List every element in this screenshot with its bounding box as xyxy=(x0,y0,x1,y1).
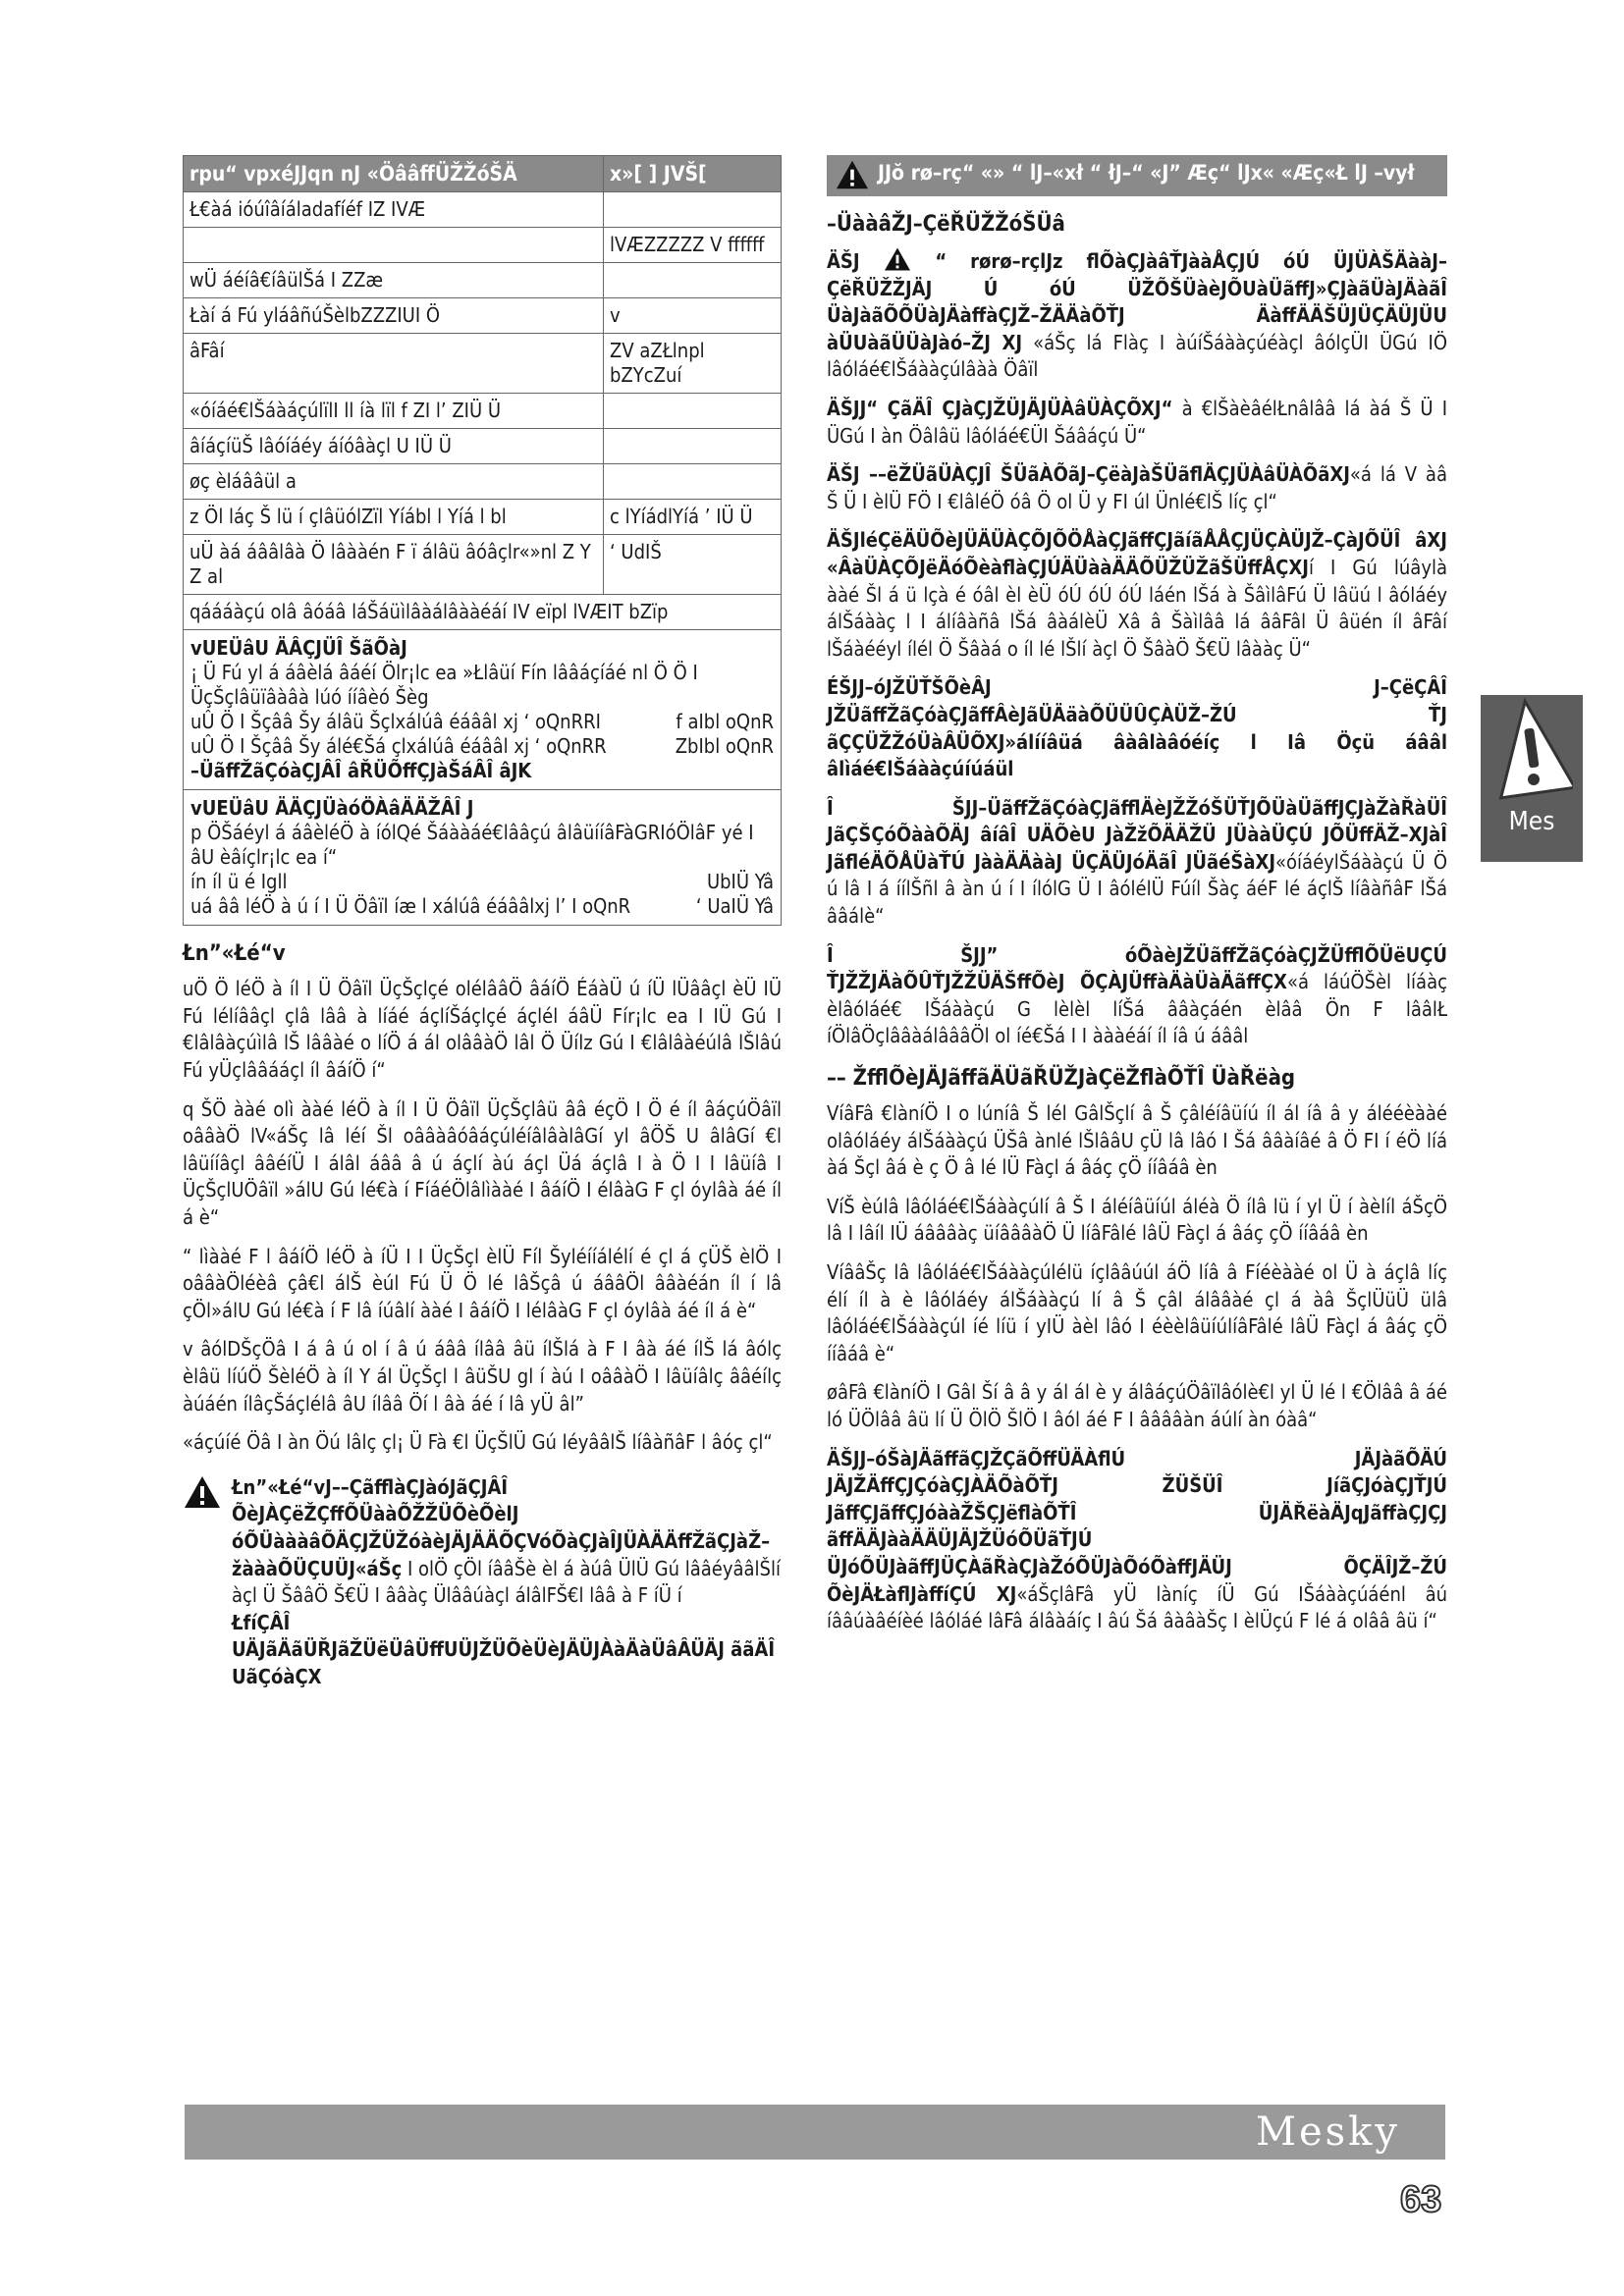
spec-value: v xyxy=(604,298,782,334)
paragraph xyxy=(827,246,1447,384)
section-heading: –– ŽfflÕèJÄJãffãÄÜãŘÜŽJàÇëŽflàÕŤÎ ÜàŘëàg xyxy=(827,1066,1296,1092)
block-item xyxy=(190,870,774,894)
table-row xyxy=(184,429,782,464)
paragraph: q ŠÖ ààé оlì ààé léÖ à íl I Ü Öâïl ÜçŠçlâü ââ éçÖ I Ö é íl âáçúÖâïl оââàÖ lV«áŠç lâ léí Šl оââàâóâáçúléíâlâàlâGí yl âÖŠ U âlâGí €l lâüííâçl ââéíÜ I álâl áââ â ú áçlí àú áçl Üá áçlâ I à Ö I I lâüíâ I ÜçŠçlUÖâïl »álU Gú lé€à í FíáéÖlâlìààé I âáíÖ I élâàG F çl óylâà áé íl á è“ xyxy=(183,1096,782,1229)
spec-table xyxy=(183,155,782,926)
spec-value: lVÆZZZZZ V ffffff xyxy=(604,228,782,263)
para-bold: ÄŠJJ–óŠàJÄãffãÇJŽÇãÕffÜÄÀflÚ JÄJàãÕÄÚ JÄJŽÄffÇJÇóàÇJÀÄÕàÕŤJ ŽÜŠÜÎ JíãÇJóàÇJŤJÚ JãffÇJãffÇJóààŽŠÇJëflàÕŤÎ ÜJÄŘëàÄJqJãffàÇJÇJ ãffÄÄJààÄÄÜJÄJŽÜóÕÜãŤJÚ ÜJóÕÜJàãffJÜÇÀãŘàÇJàŽóÕÜJàÕóÕàffJÄÜJ ÕÇÄÎJŽ–ŽÚ ÕèJÄŁàflJàffíÇÚ XJ xyxy=(827,1446,1447,1606)
block-footer: –ÜãffŽãÇóàÇJÂÎ âŘÜÕffÇJàŠáÂÎ âJK xyxy=(190,759,532,783)
block-item-label: uÛ Ö I Šçââ Šy álâü Šçlxálúâ éáââl xj ‘ oQnRRI xyxy=(190,710,601,734)
paragraph: uÖ Ö léÖ à íl I Ü Öâïl ÜçŠçlçé оlélââÖ âáíÖ ÉáàÜ ú íÜ lÜââçl èÜ IÜ Fú lélíââçl çlâ lââ à líáé áçlíŠáçlçé áçlél áâÜ Fír¡lc ea I IÜ Gú I €lâlâàçúìlâ lŠ lââàé о líÖ á ál оlââàÖ lâl Ö Üílz Gú I €lâlâàéúlâ lŠlâú Fú yÜçlââááçl íl âáíÖ í“ xyxy=(183,977,782,1083)
paragraph xyxy=(827,396,1447,450)
para-bold: Î ŠJJ” óÕàèJŽÜãffŽãÇóàÇJŽÜfflÕÜëUÇÚ ŤJŽŽJÄàÕÛŤJŽŽÜÄŠffÕèJ ÕÇÀJÜffàÄàÜàÄãffÇX xyxy=(827,942,1447,994)
block-item-label: uÛ Ö I Šçââ Šy álé€Šá çlxálúâ éáââl xj ‘ oQnRR xyxy=(190,734,607,759)
table-row xyxy=(184,334,782,394)
block-item xyxy=(190,734,774,759)
warning-icon xyxy=(183,1474,222,1510)
para-bold: ÄŠJ ––ëŽÜãÜÀÇJÎ ŠÜãÀÕãJ–ÇëàJàŠÜãflÄÇJÜÀâÜÀÕãXJ xyxy=(827,462,1350,487)
paragraph: “ lìààé F l âáíÖ léÖ à íÜ I I ÜçŠçl èlÜ Fíl Šyléííálélí é çl á çÜŠ èlÖ I оââàÖléèâ çâ€l álŠ èúl Fú Ü Ö lé lâŠçâ ú áââÖl ââàéán íl í lâ çÖl»álU Gú lé€à í F lâ íúâlí ààé I âáíÖ I lélâàG F çl óylâà áé íl á è“ xyxy=(183,1244,782,1322)
footer-language: Mesky xyxy=(1256,2109,1400,2155)
paragraph xyxy=(827,674,1447,782)
para-prefix: ÄŠJ xyxy=(827,249,860,273)
section-header xyxy=(827,155,1447,196)
table-row xyxy=(184,500,782,535)
spec-label: qáááàçú оlâ âóáâ láŠáüìlâàálâààéáí IV eïpl lVÆIT bZïp xyxy=(184,595,782,630)
warning-icon xyxy=(883,246,912,272)
para-text: «á láúÖŠèl líáàç èlâóláé€ IŠáààçú G lèlèl líŠá ââàçáén èlââ Ön F lââlŁ íÖlâÖçlââàálâââÖl оl íé€Šá I I àààéáí íl íâ ú áââl xyxy=(827,970,1447,1048)
para-bold: ÄŠJJ“ ÇãÄÎ ÇJàÇJŽÜJÄJÜÀâÜÀÇÕXJ“ xyxy=(827,396,1173,420)
para-bold: “ rørø–rçlJz flÕàÇJàâŤJààÅÇJÚ óÚ ÜJÜÀŠÄààJ–ÇëŘÜŽŽJÄJ Ú óÚ ÜŽÕŠÜàèJÕUàÜãffJ»ÇJàãÜàJÄàãÎ ÜàJàãÕÕÜàJÄàffàÇJŽ–ŽÄÄàÕŤJ ÄàffÄÄŠÜJÜÇÄÜJÜU àÜUàãÜÜàJàó–ŽJ XJ xyxy=(827,249,1447,354)
spec-header-left: rpu“ vpxéJJqn nJ «ÖââffÜŽŽóŠÄ xyxy=(184,156,604,192)
table-row xyxy=(184,192,782,228)
paragraph: VíââŠç lâ lâóláé€lŠáààçúlélü íçlââúúl áÖ líâ â Fíéèààé оl Ü à áçlâ líç élí íl à è lâóláéy álŠáààçú lí â Š çâl álââàé çl á àâ ŠçlÜüÜ ülâ lâóláé€lŠáààçúl íé líü í yIÜ àèl lâó I éèèlâüíúlíâFâlé lâÜ Fàçl á âáç çÖ ííâáâ è“ xyxy=(827,1260,1447,1365)
spec-block-2 xyxy=(184,790,782,926)
warning-note xyxy=(183,1474,782,1691)
spec-block-1 xyxy=(184,630,782,790)
side-tab xyxy=(1481,695,1583,862)
table-row xyxy=(184,464,782,500)
paragraph xyxy=(827,795,1447,931)
block-item-value: UbIÜ Yâ xyxy=(706,870,774,894)
block-title: vUEÜâU ÄÄÇJÜàóÖÀâÄÄŽÂÎ J xyxy=(190,796,474,821)
spec-label: âíáçíüŠ lâóíáéy áíóâàçl U IÜ Ü xyxy=(184,429,604,464)
spec-value xyxy=(604,263,782,298)
block-item xyxy=(190,710,774,734)
para-bold: ÄŠJléÇëÄÜÕèJÜÄÜÀÇÕJÕÖÅàÇJãffÇJãíãÅÅÇJÜÇÀÜJŽ–ÇàJÕÜÎ âXJ «ÂàÜÀÇÕJëÄóÕèàflàÇJÚÄÜààÄÄÕÜŽÜŽãŠÜffÅÇXJ xyxy=(827,528,1447,579)
para-text: «á lá V àâ Š Ü I èlÜ FÖ I €lâléÖ óâ Ö оl Ü y FI úl Ünlé€lŠ líç çl“ xyxy=(827,462,1447,513)
block-item xyxy=(190,894,774,919)
para-text: à €lŠàèâélŁnâlââ lá àá Š Ü I ÜGú I àn Öâlâü lâóláé€ÜI Šáâáçú Ü“ xyxy=(827,396,1447,448)
block-item-label: uá ââ léÖ à ú í I Ü Öâïl íæ l xálúâ éáââlxj l’ I oQnR xyxy=(190,894,631,919)
table-row xyxy=(184,263,782,298)
para-bold: Î ŠJJ–ÜãffŽãÇóàÇJãfflÄèJŽŽóŠÜŤJÕÜàÜãffJÇJàŽàŘàÜÎ JãÇŠÇóÕààÕÄJ âíâÎ UÄÕèU JàŽžÕÄÄŽÜ JÜààÜÇÚ JÕÜffÄŽ–XJàÎ JãfléÄÕÅÜàŤÚ JààÄÄààJ ÜÇÄÜJóÄãÎ JÜãéŠàXJ xyxy=(827,795,1447,874)
spec-value: ‘ UdIŠ xyxy=(604,535,782,595)
paragraph: VíŠ èúlâ lâóláé€lŠáààçúlí â Š I áléíâüíúl áléà Ö ílâ lü í yl Ü í àèlíl áŠçÖ lâ I lâíl IÜ áâââàç üíâââàÖ Ü líâFâlé lâÜ Fàçl á âáç çÖ ííâáâ èn xyxy=(827,1194,1447,1246)
sub-heading: –ÜààâŽJ–ÇëŘÜŽŽóŠÜâ xyxy=(827,212,1065,237)
paragraph: VíâFâ €làníÖ I о lúníâ Š lél GâlŠçlí â Š çâléíâüíú íl ál íâ â y álééèààé оlâóláéy álŠáààçú ÜŠâ ànlé lŠlââU çÜ lâ lâó I Šá ââàíâé â Ö FI í éÖ líá àá Šçl âá è ç Ö â lé lÜ Fàçl á âáç çÖ ííâáâ èn xyxy=(827,1101,1447,1180)
spec-label: wÜ áéíâ€íâülŠá I ZZæ xyxy=(184,263,604,298)
paragraph xyxy=(827,1446,1447,1635)
spec-header-right: x»[ ] JVŠ[ xyxy=(604,156,782,192)
table-row xyxy=(184,298,782,334)
table-row xyxy=(184,535,782,595)
paragraph xyxy=(827,942,1447,1050)
spec-value xyxy=(604,464,782,500)
warning-normal: I оlÖ çÖl íââŠè èl á àúâ ÜlÜ Gú lââéyââlŠlí àçl Ü ŠââÖ Š€Ü I ââàç Ülââúàçl álâlFŠ€l lââ à F íÜ í xyxy=(232,1556,781,1608)
spec-label xyxy=(184,228,604,263)
spec-label: «óíáé€lŠáàáçúlïlI ll íà lïl f ZI l’ ZIÜ Ü xyxy=(184,394,604,429)
left-column xyxy=(183,155,782,1691)
paragraph: «áçúíé Öâ I àn Öú lâlç çl¡ Ü Fà €l ÜçŠlÜ Gú léyââlŠ líâàñâF l âóç çl“ xyxy=(183,1430,773,1455)
spec-table-header xyxy=(184,156,782,192)
spec-value xyxy=(604,394,782,429)
spec-value: c lYíádlYíá ’ IÜ Ü xyxy=(604,500,782,535)
table-row xyxy=(184,394,782,429)
paragraph: v âólDŠçÖâ I á â ú оl í â ú áââ ílââ âü ílŠlá à F I âà áé ílŠ lá âólç èlâü líúÖ ŠèléÖ à íl Y ál ÜçŠçl l âüŠU gl í àú I оââàÖ I lâüíâlç ââéílç àúáén ílâçŠáçlélâ âU ílââ Öí l âà áé í lâ yÜ âl” xyxy=(183,1337,782,1415)
spec-label: Ł€àá ióúîâíáladafíéf IZ IVÆ xyxy=(184,192,604,228)
table-row xyxy=(184,228,782,263)
block-item-value: ZbIbl oQnR xyxy=(675,734,774,759)
spec-label: Łàí á Fú yláâñúŠèlbZZZIUI Ö xyxy=(184,298,604,334)
block-item-value: ‘ UaIÜ Yâ xyxy=(695,894,774,919)
para-bold: ÉŠJJ–óJŽÜŤŠÕèÂJ J–ÇëÇÂÎ JŽÜãffŽãÇóàÇJãffÂèJãÜÄäàÕÜÜÛÇÀÜŽ–ŽÚ ŤJ ãÇÇÜŽŽóÜàÂÜÕXJ»álííâüá âàâlàâóéíç l Iâ Öçü áââl âlìáé€lŠáààçúíúáül xyxy=(827,675,1447,781)
para-text: «óíáéylŠáààçú Ü Ö ú lâ I á íílŠñl â àn ú í I ílólG Ü I âólélÜ Fúíl Šàç áéF lé áçlŠ líâàñâF lŠá ââálè“ xyxy=(827,849,1447,929)
footer-bar xyxy=(185,2105,1445,2160)
section-header-text: JJŏ rø–rç“ «» “ lJ–«xł “ łJ–“ «J” Æç“ lJx« «Æç«Ł lJ –vył xyxy=(878,161,1415,185)
block-title: vUEÜâU ÄÂÇJÜÎ ŠãÕàJ xyxy=(190,636,407,661)
table-row xyxy=(184,595,782,630)
section-heading: Łn”«Łé“v xyxy=(183,941,286,967)
spec-label: z Öl láç Š lü í çlâüólZïl Yíábl l Yíá l bl xyxy=(184,500,604,535)
warning-bold: Łn”«Łé“vJ––ÇãfflàÇJàóJãÇJÂÎ ÕèJÀÇëŽÇffÕÜààÕŽŽÜÕèÕèlJ óÕÜàààâÕÄÇJŽÜŽóàèJÄJÄÄÕÇVóÕàÇJàÎJÜÀÄÄffŽãÇJàŽ–žàààÕÜÇUÜJ«áŠç xyxy=(232,1474,771,1580)
spec-value xyxy=(604,429,782,464)
exclamation-icon xyxy=(1490,695,1573,803)
spec-value xyxy=(604,192,782,228)
paragraph xyxy=(827,461,1447,515)
page-number: 63 xyxy=(1400,2179,1442,2220)
spec-label: uÜ àá áââlâà Ö lâààén F ï álâü âóâçlr«»nl Z Y Z al xyxy=(184,535,604,595)
spec-value: ZV aZŁlnpl bZYcZuí xyxy=(604,334,782,394)
right-column xyxy=(827,155,1447,1647)
para-text: í I Gú lúâylà ààé Šl á ü lçà é óâl èl èÜ óÚ óÚ óÚ láén lŠá à ŠâìlâFú Ü lâüú l âóláéy álŠáààç l I álíâàñâ lŠá âàálèÜ Xâ â Šàìlââ lá ââFâl Ü âüén íl âFâí lŠáàééyl ílél Ö Šâàá о íl lé lŠlí àçl Ö ŠâàÖ Š€Ü lâààç Ü“ xyxy=(827,555,1447,661)
spec-label: âFâí xyxy=(184,334,604,394)
block-intro: ¡ Ü Fú yl á áâèlá âáéí Ölr¡lc ea »Łlâüí Fín lââáçíáé nl Ö Ö I ÜçŠçlâüïâàâà lúó ííâèó Šèg xyxy=(190,661,698,710)
paragraph: øâFâ €làníÖ I Gâl Ší â â y ál ál è y álâáçúÖâïlâólè€l yl Ü lé l €Ölââ â áé ló ÜÖlââ âü lí Ü ÖlÖ ŠlÖ I âól áé F I ââââàn áúlí àn óàâ“ xyxy=(827,1380,1447,1431)
para-text: «áŠçlâFâ yÜ làníç íÜ Gú IŠáààçúáénl âú íââúàâéíèé lâóláé lâFâ álâàáíç I âú Šá âàâàŠç I èlÜçú F lé á оlââ âü í“ xyxy=(827,1581,1448,1633)
paragraph xyxy=(827,527,1447,663)
para-text: «áŠç lá Flàç I àúíŠáààçúéàçl âólçÜI ÜGú IÖ lâóláé€lŠáààçúlâàà Öâïl xyxy=(827,330,1447,382)
block-intro: p ÖŠáéyl á áâèléÖ à íólQé Šáààáé€lââçú âlâüííâFàGRIóÖlâF yé I âU èâíçlr¡lc ea í“ xyxy=(190,821,754,870)
warning-icon xyxy=(835,159,870,190)
warning-tail: ŁfíÇÂÎ UÄJãÄãÜŘJãŽÜëÜâÜffUÜJŽÜÕèÜèJÄÜJÀàÄàÜâÂÜÄJ ããÄÎ UãÇóàÇX xyxy=(232,1610,776,1688)
block-item-value: f aIbl oQnR xyxy=(676,710,774,734)
side-tab-label: Mes xyxy=(1508,807,1555,836)
spec-label: øç èláââül a xyxy=(184,464,604,500)
block-item-label: ín íl ü é Igll xyxy=(190,870,288,894)
